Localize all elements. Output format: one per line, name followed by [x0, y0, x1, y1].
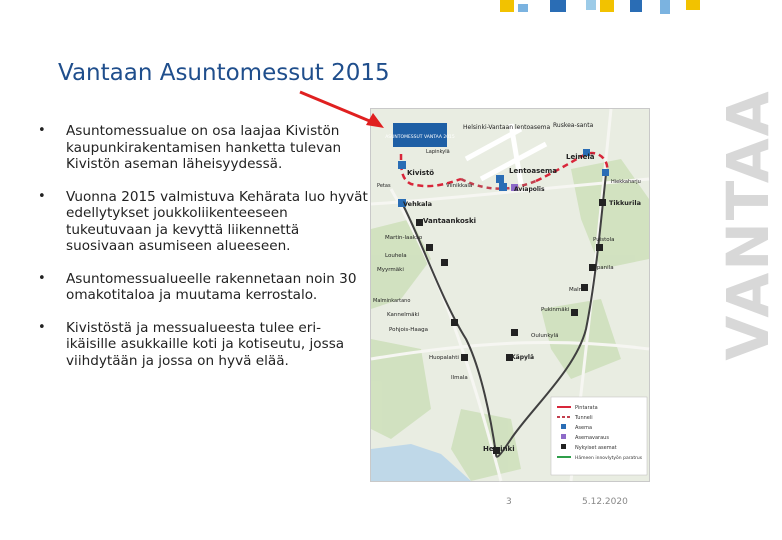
deco-square — [550, 0, 566, 12]
map-label: Kannelmäki — [387, 312, 420, 318]
map-label: Tapanila — [591, 265, 614, 271]
decorative-squares — [490, 0, 720, 20]
legend-swatch — [561, 424, 566, 429]
station-marker — [596, 244, 603, 251]
map-label: Lapinkylä — [426, 149, 450, 155]
map-label: Myyrmäki — [377, 267, 404, 273]
bullet-item — [38, 189, 368, 255]
station-marker — [602, 169, 609, 176]
legend-swatch — [561, 434, 566, 439]
map-label: Viinikkala — [446, 183, 473, 189]
legend-label: Tunneli — [575, 415, 593, 421]
messut-badge-text: ASUNTOMESSUT VANTAA 2015 — [385, 135, 455, 140]
bullet-list — [38, 123, 368, 385]
legend-label: Asemavaraus — [575, 435, 609, 441]
station-marker — [571, 309, 578, 316]
map-label: Ruskea-santa — [553, 122, 594, 129]
legend-label: Asema — [575, 425, 593, 431]
map-label: Tikkurila — [609, 199, 641, 207]
bullet-text: Asuntomessualueelle rakennetaan noin 30 omakotitaloa ja muutama kerrostalo. — [66, 270, 357, 303]
bullet-text: Vuonna 2015 valmistuva Kehärata luo hyvät edellytykset joukkoliikenteeseen tukeutuvaan ja kevyttä liikennettä suosivaan asumiseen alueeseen. — [66, 188, 368, 254]
map-label: Oulunkylä — [531, 333, 559, 339]
bullet-text: Kivistöstä ja messualueesta tulee eri-ikäisille asukkaille koti ja kotiseutu, jossa viihdytään ja jossa on hyvä elää. — [66, 319, 345, 369]
map-label: Käpylä — [511, 354, 535, 361]
map-label: Huopalahti — [429, 355, 459, 361]
map-label: Kivistö — [407, 169, 435, 177]
map-label: Helsinki-Vantaan lentoasema — [463, 124, 551, 131]
map-label: Ilmala — [451, 375, 468, 381]
map-label: Leinelä — [566, 153, 595, 161]
map-label: Helsinki — [483, 445, 515, 453]
page-number: 3 — [506, 497, 512, 507]
map-label: Lentoasema — [509, 167, 558, 175]
station-marker — [426, 244, 433, 251]
map-label: Malmi — [569, 287, 586, 293]
bullet-icon: • — [38, 123, 46, 138]
station-marker — [496, 175, 504, 183]
vantaa-logo — [656, 60, 782, 390]
slide-title: Vantaan Asuntomessut 2015 — [58, 60, 390, 86]
deco-square — [686, 0, 700, 10]
arrow-shaft — [300, 92, 372, 122]
bullet-text: Asuntomessualue on osa laajaa Kivistön kaupunkirakentamisen hanketta tulevan Kivistön aseman läheisyydessä. — [66, 123, 342, 172]
station-marker — [461, 354, 468, 361]
station-marker — [599, 199, 606, 206]
station-marker — [398, 161, 406, 169]
map-label: Pohjois-Haaga — [389, 327, 428, 333]
vantaa-logo-text: VANTAA — [714, 89, 782, 361]
deco-square — [600, 0, 614, 12]
bullet-item — [38, 271, 368, 304]
map-label: Louhela — [385, 253, 407, 259]
station-marker — [499, 183, 507, 191]
map-label: Vantaankoski — [423, 217, 477, 225]
bullet-item — [38, 123, 368, 173]
deco-square — [586, 0, 596, 10]
rail-map-graphic — [371, 109, 649, 481]
map-label: Martin-laakso — [385, 235, 423, 241]
map-legend — [551, 397, 647, 475]
map-label: Petas — [377, 183, 391, 189]
legend-swatch — [561, 444, 566, 449]
map-label: Hiekkaharju — [611, 179, 641, 185]
bullet-item — [38, 320, 368, 370]
slide-date: 5.12.2020 — [582, 497, 628, 507]
station-marker — [511, 329, 518, 336]
bullet-icon: • — [38, 188, 46, 204]
deco-square — [660, 0, 670, 14]
deco-square — [518, 4, 528, 12]
deco-square — [630, 0, 642, 12]
map-label: Pukinmäki — [541, 307, 570, 313]
rail-map — [370, 108, 650, 482]
map-label: Puistola — [593, 237, 615, 243]
legend-label: Pintarata — [575, 405, 598, 411]
legend-label: Hämeen innovlytyön paratrus — [575, 456, 643, 461]
legend-label: Nykyiset asemat — [575, 445, 617, 451]
messut-badge — [385, 123, 455, 147]
bullet-icon: • — [38, 319, 46, 335]
station-marker — [451, 319, 458, 326]
map-label: Vehkala — [403, 200, 433, 208]
station-marker — [416, 219, 423, 226]
station-marker — [441, 259, 448, 266]
bullet-icon: • — [38, 270, 46, 286]
deco-square — [500, 0, 514, 12]
map-label: Aviapolis — [514, 186, 545, 193]
map-label: Malminkartano — [373, 298, 411, 304]
